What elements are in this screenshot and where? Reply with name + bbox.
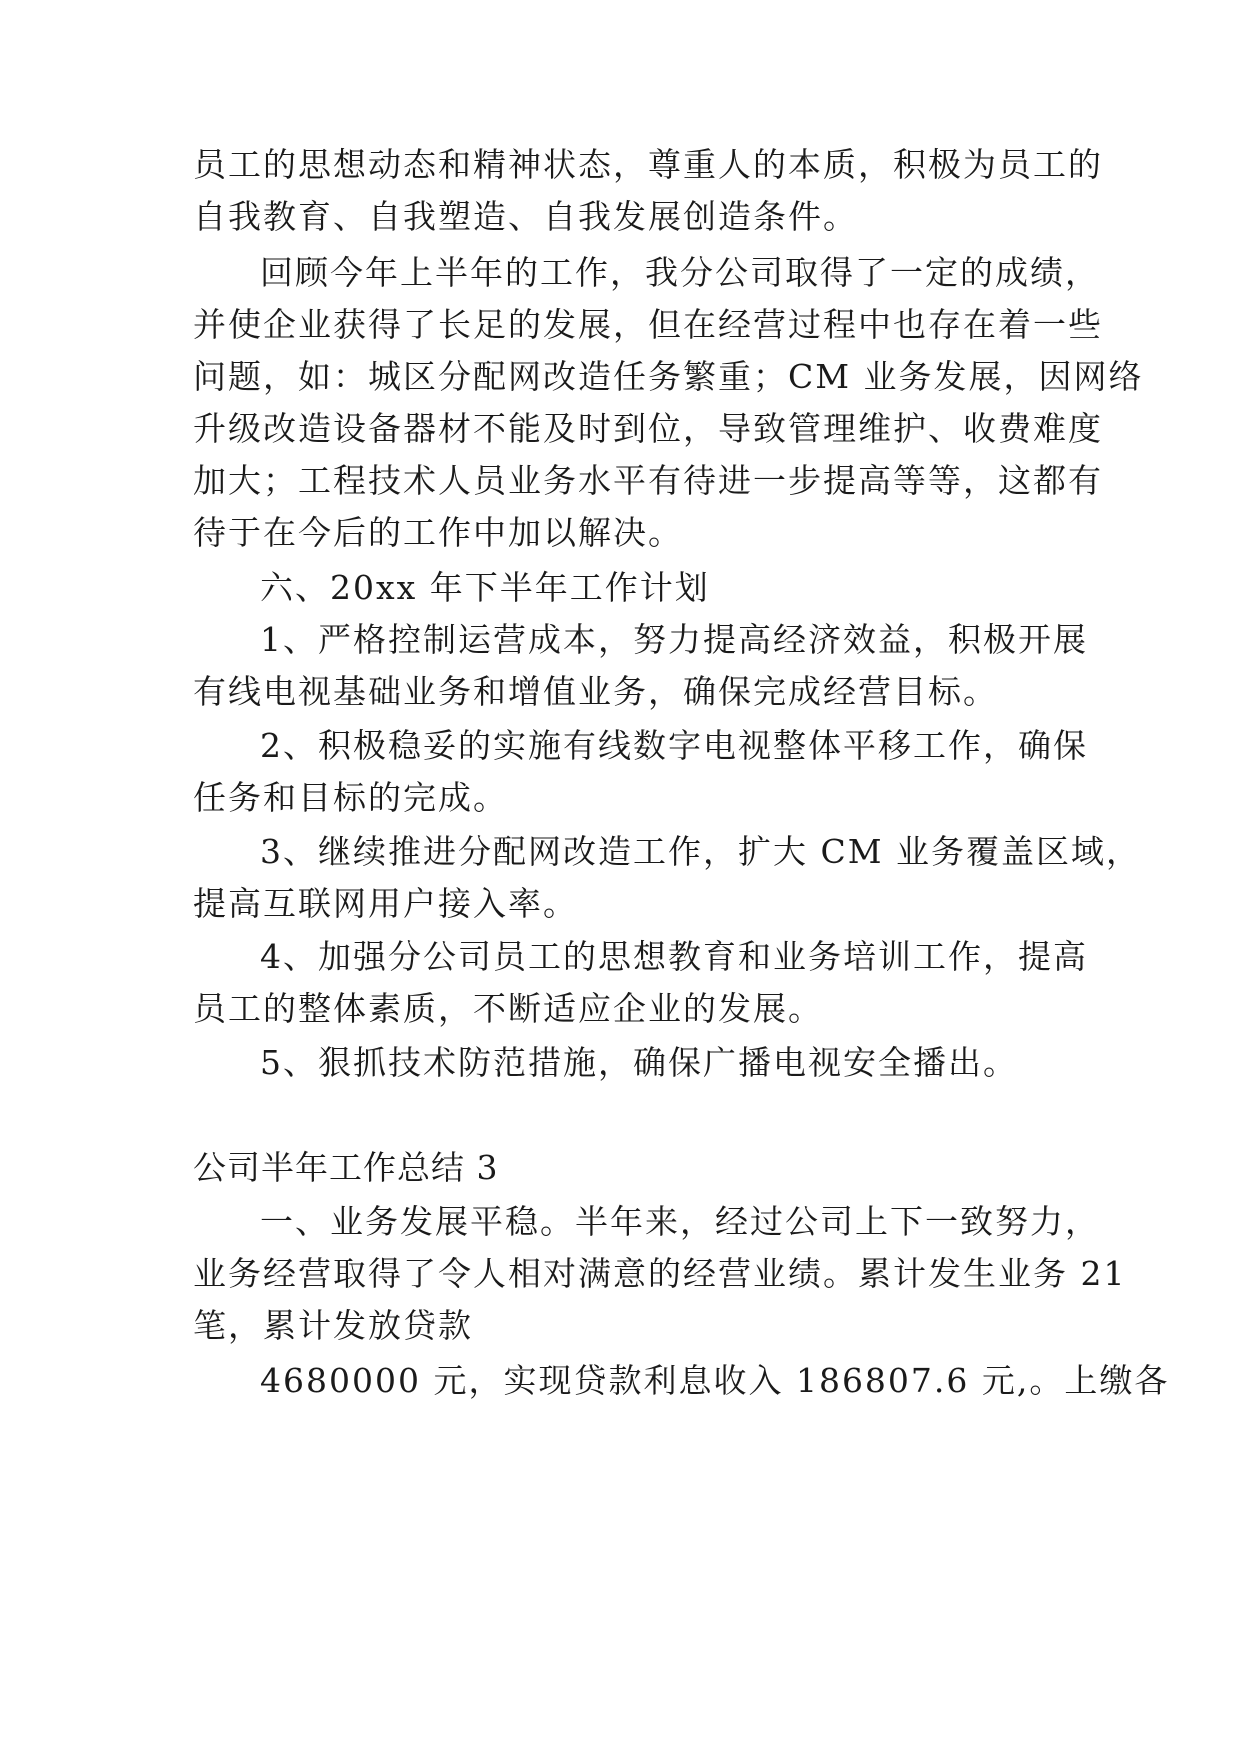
paragraph-line: 5、狠抓技术防范措施，确保广播电视安全播出。 [260, 1043, 1018, 1082]
paragraph-line: 员工的思想动态和精神状态，尊重人的本质，积极为员工的 [193, 145, 1103, 184]
paragraph-line: 2、积极稳妥的实施有线数字电视整体平移工作，确保 [260, 726, 1088, 765]
paragraph-line: 1、严格控制运营成本，努力提高经济效益，积极开展 [260, 620, 1088, 659]
section-title: 公司半年工作总结 3 [193, 1148, 499, 1187]
paragraph-line: 加大；工程技术人员业务水平有待进一步提高等等，这都有 [193, 461, 1103, 500]
paragraph-line: 待于在今后的工作中加以解决。 [193, 513, 683, 552]
paragraph-line: 回顾今年上半年的工作，我分公司取得了一定的成绩， [260, 253, 1100, 292]
paragraph-line: 有线电视基础业务和增值业务，确保完成经营目标。 [193, 672, 998, 711]
paragraph-line: 员工的整体素质，不断适应企业的发展。 [193, 989, 823, 1028]
paragraph-line: 一、业务发展平稳。半年来，经过公司上下一致努力， [260, 1202, 1100, 1241]
section-heading: 六、20xx 年下半年工作计划 [260, 568, 710, 607]
paragraph-line: 并使企业获得了长足的发展，但在经营过程中也存在着一些 [193, 305, 1103, 344]
paragraph-line: 任务和目标的完成。 [193, 778, 508, 817]
paragraph-line: 升级改造设备器材不能及时到位，导致管理维护、收费难度 [193, 409, 1103, 448]
paragraph-line: 4680000 元，实现贷款利息收入 186807.6 元,。上缴各 [260, 1361, 1170, 1400]
paragraph-line: 业务经营取得了令人相对满意的经营业绩。累计发生业务 21 [193, 1254, 1127, 1293]
paragraph-line: 提高互联网用户接入率。 [193, 884, 578, 923]
paragraph-line: 问题，如：城区分配网改造任务繁重；CM 业务发展，因网络 [193, 357, 1144, 396]
paragraph-line: 4、加强分公司员工的思想教育和业务培训工作，提高 [260, 937, 1088, 976]
paragraph-line: 笔，累计发放贷款 [193, 1306, 473, 1345]
paragraph-line: 自我教育、自我塑造、自我发展创造条件。 [193, 197, 858, 236]
paragraph-line: 3、继续推进分配网改造工作，扩大 CM 业务覆盖区域， [260, 832, 1142, 871]
